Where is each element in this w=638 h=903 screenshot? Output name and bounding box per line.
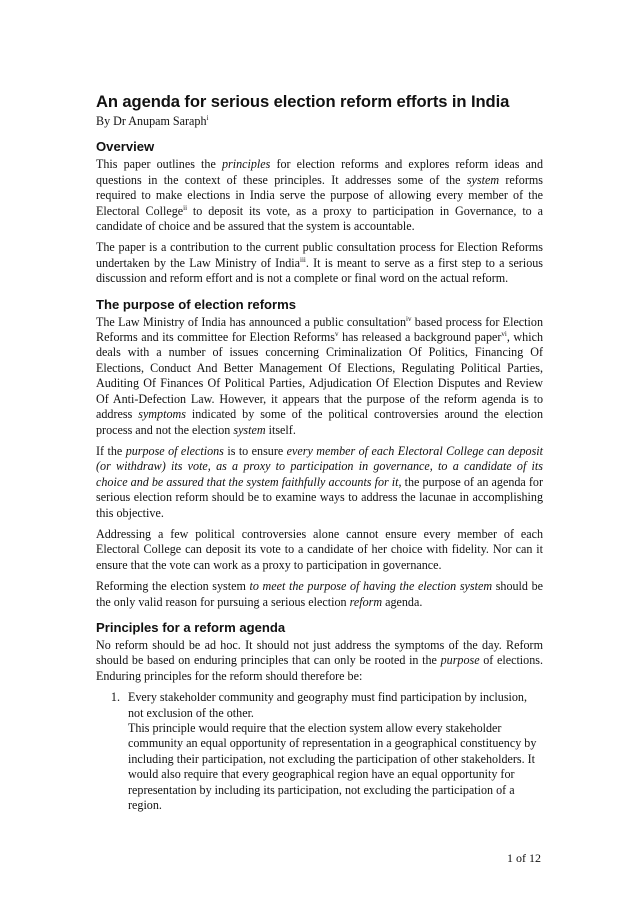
text-run: indicated by some of the political controversies around the election process and not the election	[96, 407, 543, 437]
footnote-ref[interactable]: iv	[406, 314, 412, 323]
text-run: reforms required to make elections in India serve the purpose of allowing every member of the Electoral College	[96, 172, 543, 218]
author-name: By Dr Anupam Saraph	[96, 114, 207, 128]
emphasis-text: purpose	[440, 653, 480, 668]
heading-overview: Overview	[96, 139, 155, 155]
purpose-paragraph-1	[96, 315, 543, 438]
emphasis-text: system	[233, 422, 266, 437]
text-run: The Law Ministry of India has announced a public consultation	[96, 314, 407, 329]
page-number: 1 of 12	[507, 851, 541, 865]
text-run: based process for Election Reforms and its committee for Election Reforms	[96, 314, 543, 345]
text-run: to deposit its vote, as a proxy to participation in Governance, to a candidate of choice and be assured that the system is accountable.	[96, 203, 543, 234]
text-run: If the	[96, 443, 126, 458]
text-run: should be the only valid reason for pursuing a serious election	[96, 579, 544, 609]
purpose-paragraph-4	[96, 579, 543, 610]
emphasis-text: purpose of elections	[125, 443, 224, 458]
text-run: is to ensure	[223, 443, 287, 458]
footnote-ref[interactable]: v	[335, 330, 339, 339]
text-run: of elections. Enduring principles for the reform should therefore be:	[96, 653, 543, 683]
list-item-body: This principle would require that the election system allow every stakeholder community an equal opportunity of representation in a geographical constituency by including their participation, not excluding the participation of other stakeholders. It would also require that every geographical region have an equal opportunity for representation by including its participation, not excluding the participation of a region.	[128, 721, 537, 813]
text-run: the purpose of an agenda for serious election reform should be to examine ways to address the lacunae in accomplishing this objective.	[96, 474, 543, 520]
document-page	[96, 92, 543, 813]
text-run: No reform should be ad hoc. It should not just address the symptoms of the day. Reform should be based on enduring principles that can only be rooted in the	[96, 637, 543, 668]
heading-principles: Principles for a reform agenda	[96, 619, 286, 635]
overview-paragraph-1	[96, 157, 543, 234]
emphasis-text: system	[466, 172, 500, 187]
text-run: . It is meant to serve as a first step to a serious discussion and reform effort and is not a complete or final word on the actual reform.	[96, 255, 543, 286]
purpose-paragraph-2	[96, 444, 543, 521]
byline	[96, 114, 543, 129]
text-run: has released a background paper	[338, 330, 502, 345]
text-run: , which deals with a number of issues concerning Criminalization Of Politics, Financing Of Elections, Conduct And Better Management Of Elections, Regulating Political Parties, Auditing Of Finances Of Political Parties, Adjudication Of Election Disputes and Review Of Anti-Defection Law. However, it appears that the purpose of the reform agenda is to address	[96, 330, 543, 422]
footnote-ref[interactable]: iii	[300, 255, 306, 264]
text-run: Reforming the election system	[96, 579, 250, 594]
principles-list	[96, 690, 543, 813]
emphasis-text: symptoms	[138, 407, 186, 422]
footnote-ref[interactable]: i	[206, 114, 209, 122]
emphasis-text: every member of each Electoral College can deposit (or withdraw) its vote, as a proxy to participation in governance, to a candidate of its choice and be assured that the system faithfully accounts for it,	[96, 443, 543, 489]
overview-paragraph-2	[96, 240, 543, 286]
text-run: This paper outlines the	[96, 157, 222, 172]
emphasis-text: reform	[349, 594, 383, 609]
list-item	[123, 690, 543, 813]
text-run: for election reforms and explores reform ideas and questions in the context of these principles. It addresses some of the	[96, 157, 543, 187]
emphasis-text: to meet the purpose of having the election system	[249, 579, 493, 594]
text-run: The paper is a contribution to the current public consultation process for Election Reforms undertaken by the Law Ministry of India	[96, 240, 543, 270]
footnote-ref[interactable]: ii	[183, 203, 188, 212]
heading-purpose: The purpose of election reforms	[96, 296, 297, 312]
principles-paragraph-1	[96, 638, 543, 684]
text-run: agenda.	[382, 594, 423, 609]
footnote-ref[interactable]: vi	[501, 330, 507, 339]
text-run: itself.	[265, 422, 296, 437]
emphasis-text: principles	[221, 157, 271, 172]
list-item-lead: 1. Every stakeholder community and geography must find participation by inclusion, not exclusion of the other.	[128, 690, 528, 720]
paper-title: An agenda for serious election reform efforts in India	[96, 92, 510, 111]
purpose-paragraph-3: Addressing a few political controversies alone cannot ensure every member of each Electoral College can deposit its vote to a candidate of her choice with fidelity. Nor can it ensure that the vote can work as a proxy to participation in governance.	[96, 526, 543, 572]
